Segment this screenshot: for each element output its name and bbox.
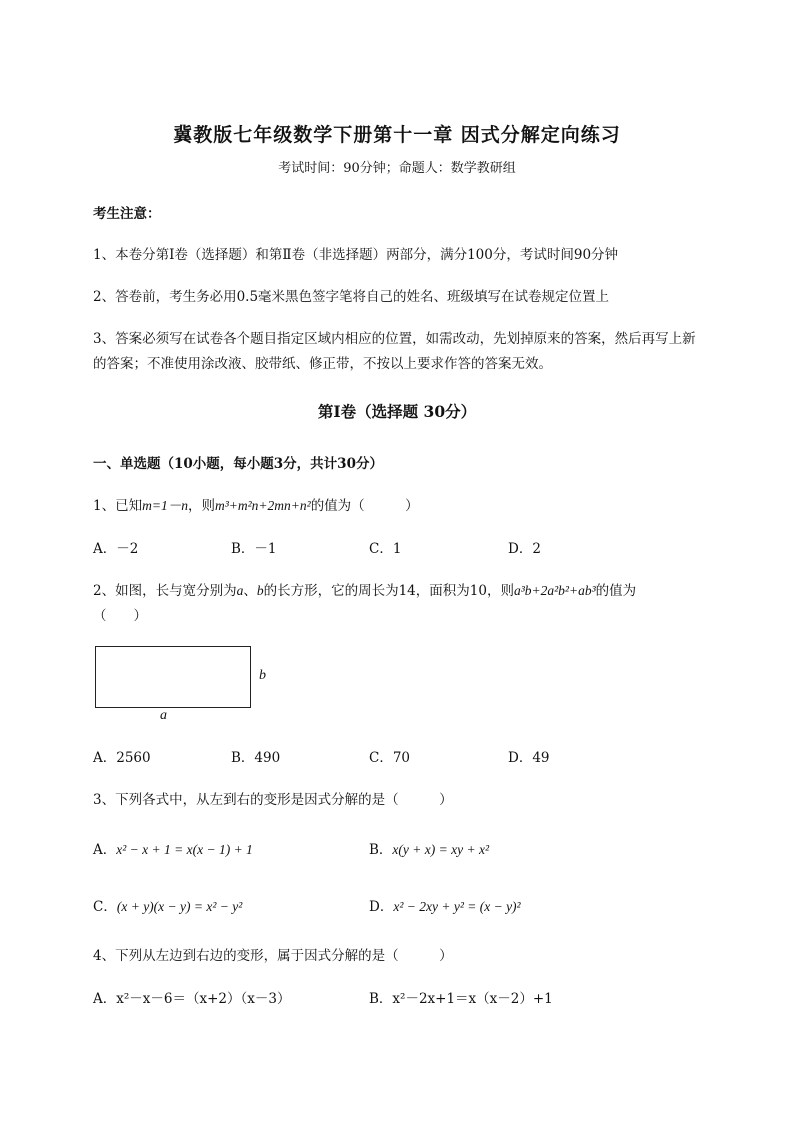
question-4: 4、下列从左边到右边的变形，属于因式分解的是（ ） [93,948,453,964]
page-title: 冀教版七年级数学下册第十一章 因式分解定向练习 [173,124,621,146]
figure-label-b: b [259,668,266,683]
q3-option-b-expr: x(y + x) = xy + x² [392,842,489,857]
q1-option-a: A．－2 [93,541,139,557]
q2-var-b: b [256,583,264,598]
q1-prefix: 1、已知 [93,498,143,514]
q3-option-a-expr: x² − x + 1 = x(x − 1) + 1 [116,842,253,857]
question-1 [93,494,419,514]
q2-sep: 、 [243,583,257,599]
question-3: 3、下列各式中，从左到右的变形是因式分解的是（ ） [93,792,453,808]
notice-heading: 考生注意： [93,206,161,222]
q2-option-b: B．490 [231,750,281,766]
q3-option-b-letter: B． [369,842,393,858]
q1-option-c: C．1 [369,541,402,557]
notice-item-3: 3、答案必须写在试卷各个题目指定区域内相应的位置，如需改动，先划掉原来的答案，然后再写上新 [93,331,696,347]
figure-label-a: a [160,708,167,723]
q1-option-d: D．2 [508,541,541,557]
q4-option-b-expr: x²－2x+1＝x（x－2）+1 [392,991,553,1007]
q4-option-a-letter: A． [93,991,117,1007]
notice-item-3-cont: 的答案；不准使用涂改液、胶带纸、修正带，不按以上要求作答的答案无效。 [93,356,552,372]
q3-option-a-letter: A． [93,842,117,858]
q3-option-b [369,838,489,858]
q2-bracket: （ ） [93,608,147,624]
q3-option-d [369,895,521,915]
q2-var-a: a [236,583,244,598]
q3-option-d-expr: x² − 2xy + y² = (x − y)² [393,899,521,914]
question-2 [93,579,636,599]
exam-info: 考试时间：90分钟；命题人：数学教研组 [278,161,516,176]
q1-mid: ，则 [187,498,215,514]
q1-condition: m=1－n [142,498,188,513]
q2-mid: 的长方形，它的周长为14，面积为10，则 [263,583,514,599]
part-heading: 一、单选题（10小题，每小题3分，共计30分） [93,456,383,472]
q3-option-c-expr: (x + y)(x − y) = x² − y² [116,899,243,914]
q3-option-c [93,895,242,915]
notice-item-2: 2、答卷前，考生务必用0.5毫米黑色签字笔将自己的姓名、班级填写在试卷规定位置上 [93,289,610,305]
q4-option-a-expr: x²－x－6＝（x+2）（x－3） [116,991,291,1007]
q2-expression: a³b+2a²b²+ab³ [513,583,596,598]
q2-prefix: 2、如图，长与宽分别为 [93,583,237,599]
q2-suffix: 的值为 [595,583,637,599]
q1-option-b: B．－1 [231,541,277,557]
q1-suffix: 的值为（ ） [310,498,419,514]
rectangle-figure [95,646,251,708]
q1-expression: m³+m²n+2mn+n² [214,498,311,513]
q4-option-a [93,987,290,1007]
q4-option-b-letter: B． [369,991,393,1007]
q3-option-c-letter: C． [93,899,117,915]
section-title: 第I卷（选择题 30分） [317,402,477,421]
notice-item-1: 1、本卷分第I卷（选择题）和第Ⅱ卷（非选择题）两部分，满分100分，考试时间90分钟 [93,247,619,263]
q2-option-a: A．2560 [93,750,151,766]
q2-option-c: C．70 [369,750,411,766]
q2-option-d: D．49 [508,750,550,766]
q3-option-a [93,838,253,858]
q3-option-d-letter: D． [369,899,394,915]
q4-option-b [369,987,553,1007]
